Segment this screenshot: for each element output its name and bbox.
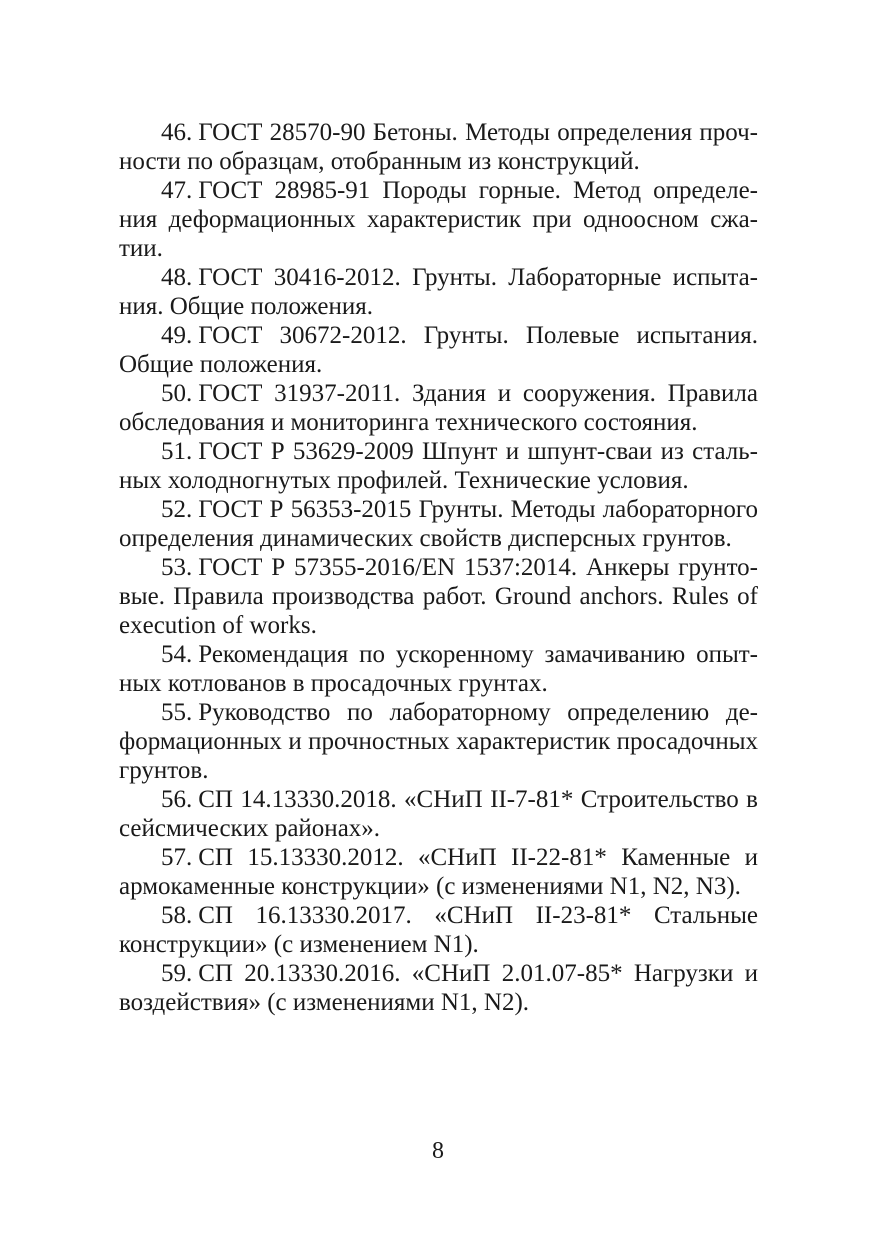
- reference-text: СП 16.13330.2017. «СНиП II-23-81* Стальные конструкции» (с изменением N1).: [119, 902, 758, 958]
- reference-item-59: [119, 959, 758, 1017]
- reference-number: 53.: [161, 554, 193, 581]
- reference-item-49: [119, 321, 758, 379]
- reference-item-53: [119, 553, 758, 640]
- reference-number: 52.: [161, 496, 193, 523]
- reference-text: ГОСТ 28985-91 Породы горные. Метод определения деформационных характеристик при одноосном сжатии.: [119, 177, 758, 262]
- reference-text: ГОСТ 31937-2011. Здания и сооружения. Правила обследования и мониторинга технического состояния.: [119, 380, 758, 436]
- reference-item-58: [119, 901, 758, 959]
- reference-text: Руководство по лабораторному определению деформационных и прочностных характеристик просадочных грунтов.: [119, 699, 758, 784]
- reference-item-52: [119, 495, 758, 553]
- reference-number: 54.: [161, 641, 193, 668]
- reference-item-47: [119, 176, 758, 263]
- reference-number: 51.: [161, 438, 193, 465]
- reference-text: ГОСТ 30672-2012. Грунты. Полевые испытания. Общие положения.: [119, 322, 758, 378]
- reference-number: 58.: [161, 902, 193, 929]
- reference-list: [119, 118, 758, 1017]
- reference-number: 56.: [161, 786, 193, 813]
- reference-text: СП 14.13330.2018. «СНиП II-7-81* Строительство в сейсмических районах».: [119, 786, 758, 842]
- reference-number: 50.: [161, 380, 193, 407]
- reference-number: 48.: [161, 264, 193, 291]
- reference-text: ГОСТ Р 57355-2016/EN 1537:2014. Анкеры грунтовые. Правила производства работ. Ground anchors. Rules of execution of works.: [119, 554, 758, 639]
- reference-text: ГОСТ 28570-90 Бетоны. Методы определения прочности по образцам, отобранным из конструкций.: [119, 119, 758, 175]
- reference-item-48: [119, 263, 758, 321]
- reference-item-55: [119, 698, 758, 785]
- reference-number: 49.: [161, 322, 193, 349]
- reference-text: ГОСТ Р 53629-2009 Шпунт и шпунт-сваи из стальных холодногнутых профилей. Технические условия.: [119, 438, 758, 494]
- reference-item-54: [119, 640, 758, 698]
- reference-item-46: [119, 118, 758, 176]
- reference-item-50: [119, 379, 758, 437]
- page-number: 8: [432, 1138, 444, 1164]
- reference-item-51: [119, 437, 758, 495]
- reference-number: 46.: [161, 119, 193, 146]
- reference-text: ГОСТ Р 56353-2015 Грунты. Методы лабораторного определения динамических свойств дисперсных грунтов.: [119, 496, 758, 552]
- reference-item-56: [119, 785, 758, 843]
- reference-text: СП 15.13330.2012. «СНиП II-22-81* Каменные и армокаменные конструкции» (с изменениями N1, N2, N3).: [119, 844, 758, 900]
- reference-item-57: [119, 843, 758, 901]
- reference-number: 47.: [161, 177, 193, 204]
- reference-text: СП 20.13330.2016. «СНиП 2.01.07-85* Нагрузки и воздействия» (с изменениями N1, N2).: [119, 960, 758, 1016]
- reference-text: ГОСТ 30416-2012. Грунты. Лабораторные испытания. Общие положения.: [119, 264, 758, 320]
- reference-text: Рекомендация по ускоренному замачиванию опытных котлованов в просадочных грунтах.: [119, 641, 758, 697]
- reference-number: 59.: [161, 960, 193, 987]
- reference-number: 55.: [161, 699, 193, 726]
- reference-number: 57.: [161, 844, 193, 871]
